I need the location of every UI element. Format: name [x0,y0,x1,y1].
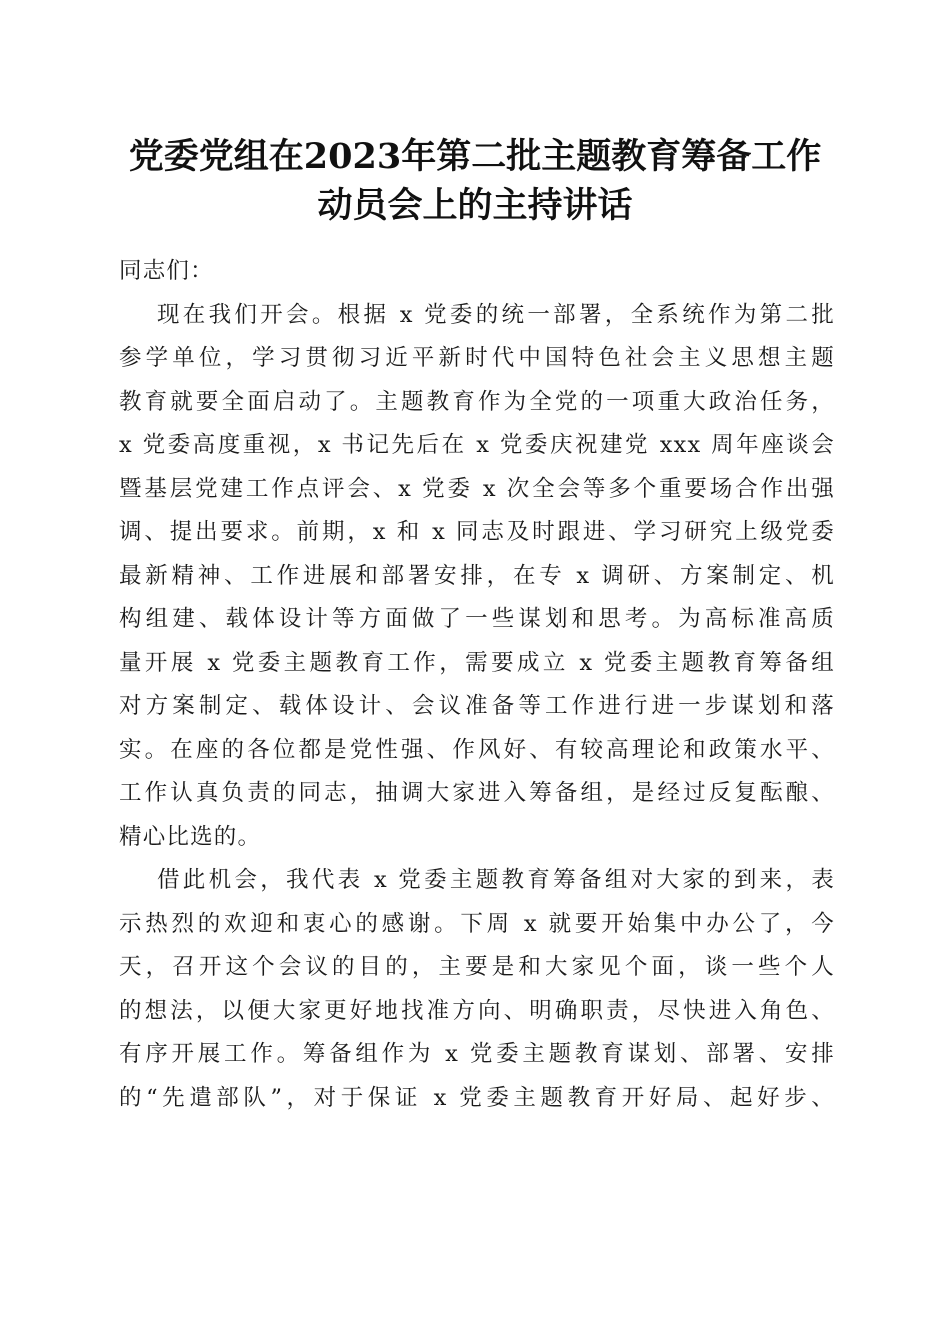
paragraph-line: 调、提出要求。前期，x 和 x 同志及时跟进、学习研究上级党委 [119,519,835,545]
paragraph-2 [119,859,835,1120]
paragraph-1 [119,294,835,860]
paragraph-line: 暨基层党建工作点评会、x 党委 x 次全会等多个重要场合作出强 [119,475,835,502]
paragraph-line: 的“先遣部队”，对于保证 x 党委主题教育开好局、起好步、 [119,1084,835,1111]
paragraph-line: 天，召开这个会议的目的，主要是和大家见个面，谈一些个人 [119,954,835,980]
paragraph-line: 精心比选的。 [119,823,262,850]
paragraph-line: 借此机会，我代表 x 党委主题教育筹备组对大家的到来，表 [157,867,835,893]
paragraph-line: 教育就要全面启动了。主题教育作为全党的一项重大政治任务， [119,388,835,415]
paragraph-line: 最新精神、工作进展和部署安排，在专 x 调研、方案制定、机 [119,562,835,589]
paragraph-line: 示热烈的欢迎和衷心的感谢。下周 x 就要开始集中办公了，今 [119,910,835,937]
paragraph-line: 工作认真负责的同志，抽调大家进入筹备组，是经过反复酝酿、 [119,780,835,806]
paragraph-line: 实。在座的各位都是党性强、作风好、有较高理论和政策水平、 [119,736,835,763]
paragraph-line: 的想法，以便大家更好地找准方向、明确职责，尽快进入角色、 [119,997,835,1024]
paragraph-line: 量开展 x 党委主题教育工作，需要成立 x 党委主题教育筹备组 [119,649,835,676]
document-title [100,132,850,230]
paragraph-line: 对方案制定、载体设计、会议准备等工作进行进一步谋划和落 [119,693,835,719]
paragraph-line: 现在我们开会。根据 x 党委的统一部署，全系统作为第二批 [157,301,835,328]
title-line: 动员会上的主持讲话 [317,185,633,226]
paragraph-line: 参学单位，学习贯彻习近平新时代中国特色社会主义思想主题 [119,345,835,371]
paragraph-line: x 党委高度重视，x 书记先后在 x 党委庆祝建党 xxx 周年座谈会 [119,432,835,458]
document-body [119,250,835,1120]
paragraph-line: 有序开展工作。筹备组作为 x 党委主题教育谋划、部署、安排 [119,1041,835,1067]
paragraph-line: 构组建、载体设计等方面做了一些谋划和思考。为高标准高质 [119,606,835,632]
salutation: 同志们： [119,258,214,284]
title-line: 党委党组在2023年第二批主题教育筹备工作 [128,136,822,177]
